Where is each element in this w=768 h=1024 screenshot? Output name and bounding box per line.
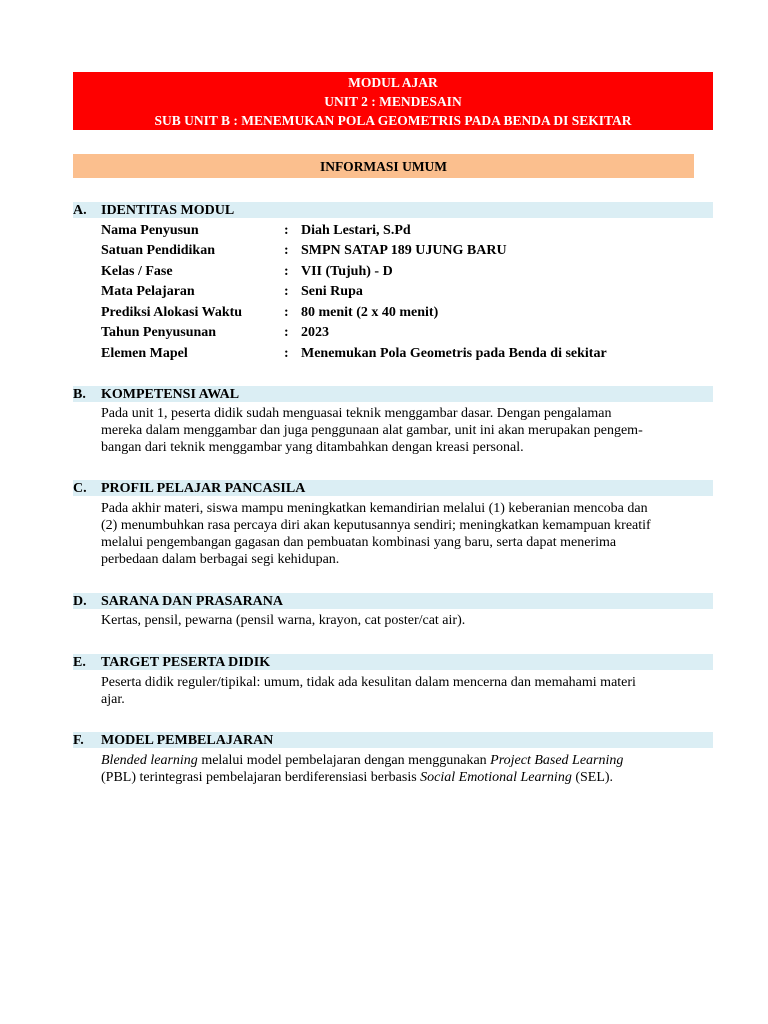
identity-value: Menemukan Pola Geometris pada Benda di sekitar — [301, 346, 607, 361]
paragraph-text: melalui model pembelajaran dengan menggunakan — [197, 753, 491, 768]
section-a-heading — [73, 202, 713, 218]
paragraph-line: Peserta didik reguler/tipikal: umum, tidak ada kesulitan dalam mencerna dan memahami materi — [101, 675, 636, 690]
section-c-title: PROFIL PELAJAR PANCASILA — [101, 481, 306, 496]
identity-value: Diah Lestari, S.Pd — [301, 223, 411, 238]
identity-value: Seni Rupa — [301, 284, 363, 299]
paragraph-text: (PBL) terintegrasi pembelajaran berdiferensiasi berbasis — [101, 770, 421, 785]
identity-colon: : — [284, 346, 289, 361]
module-title-line3: SUB UNIT B : MENEMUKAN POLA GEOMETRIS PADA BENDA DI SEKITAR — [154, 113, 632, 128]
paragraph-line — [101, 769, 713, 786]
italic-term: Social Emotional Learning — [420, 770, 572, 785]
section-b-title: KOMPETENSI AWAL — [101, 387, 240, 402]
section-f-heading — [73, 732, 713, 748]
paragraph-line: (2) menumbuhkan rasa percaya diri akan keputusannya sendiri; meningkatkan kemampuan kreatif — [101, 518, 651, 533]
section-d-heading — [73, 593, 713, 609]
section-e-heading — [73, 654, 713, 670]
paragraph-text: (SEL). — [571, 770, 614, 785]
italic-term: Blended learning — [101, 753, 198, 768]
identity-label: Satuan Pendidikan — [101, 243, 215, 258]
section-f-title: MODEL PEMBELAJARAN — [101, 733, 274, 748]
paragraph-line — [101, 752, 713, 769]
section-f-paragraph — [101, 752, 713, 786]
identity-label: Tahun Penyusunan — [101, 325, 217, 340]
section-e-letter: E. — [73, 655, 86, 670]
paragraph-line: Pada unit 1, peserta didik sudah menguasai teknik menggambar dasar. Dengan pengalaman — [101, 406, 612, 421]
section-c-paragraph — [101, 500, 713, 568]
identity-value: 2023 — [301, 325, 329, 340]
module-title-banner — [73, 72, 713, 130]
identity-colon: : — [284, 243, 289, 258]
section-d-letter: D. — [73, 594, 87, 609]
module-title-line1: MODUL AJAR — [348, 75, 438, 90]
identity-colon: : — [284, 325, 289, 340]
identity-value: 80 menit (2 x 40 menit) — [301, 305, 439, 320]
identity-value: SMPN SATAP 189 UJUNG BARU — [301, 243, 507, 258]
section-d-title: SARANA DAN PRASARANA — [101, 594, 284, 609]
paragraph-line: mereka dalam menggambar dan juga penggunaan alat gambar, unit ini akan merupakan pengem- — [101, 423, 643, 438]
paragraph-line: Kertas, pensil, pewarna (pensil warna, krayon, cat poster/cat air). — [101, 613, 466, 628]
identity-colon: : — [284, 284, 289, 299]
section-d-paragraph — [101, 612, 713, 629]
italic-term: Project Based Learning — [490, 753, 624, 768]
identity-label: Kelas / Fase — [101, 264, 173, 279]
section-b-letter: B. — [73, 387, 86, 402]
paragraph-line: bangan dari teknik menggambar yang ditambahkan dengan kreasi personal. — [101, 440, 524, 455]
identity-colon: : — [284, 223, 289, 238]
section-c-letter: C. — [73, 481, 87, 496]
identity-label: Mata Pelajaran — [101, 284, 195, 299]
paragraph-line: ajar. — [101, 692, 125, 707]
section-c-heading — [73, 480, 713, 496]
identity-value: VII (Tujuh) - D — [301, 264, 393, 279]
identity-label: Prediksi Alokasi Waktu — [101, 305, 243, 320]
paragraph-line: perbedaan dalam berbagai segi kehidupan. — [101, 552, 340, 567]
section-b-heading — [73, 386, 713, 402]
identity-label: Nama Penyusun — [101, 223, 199, 238]
identity-colon: : — [284, 264, 289, 279]
paragraph-line: Pada akhir materi, siswa mampu meningkatkan kemandirian melalui (1) keberanian mencoba dan — [101, 501, 648, 516]
paragraph-line: melalui pengembangan gagasan dan pembuatan kombinasi yang baru, serta dapat menerima — [101, 535, 617, 550]
identity-colon: : — [284, 305, 289, 320]
identity-label: Elemen Mapel — [101, 346, 188, 361]
section-f-letter: F. — [73, 733, 84, 748]
section-e-paragraph — [101, 674, 713, 708]
section-b-paragraph — [101, 405, 713, 456]
module-title-line2: UNIT 2 : MENDESAIN — [324, 94, 462, 109]
section-a-letter: A. — [73, 203, 87, 218]
info-umum-heading: INFORMASI UMUM — [73, 154, 694, 178]
section-e-title: TARGET PESERTA DIDIK — [101, 655, 271, 670]
section-a-title: IDENTITAS MODUL — [101, 203, 235, 218]
